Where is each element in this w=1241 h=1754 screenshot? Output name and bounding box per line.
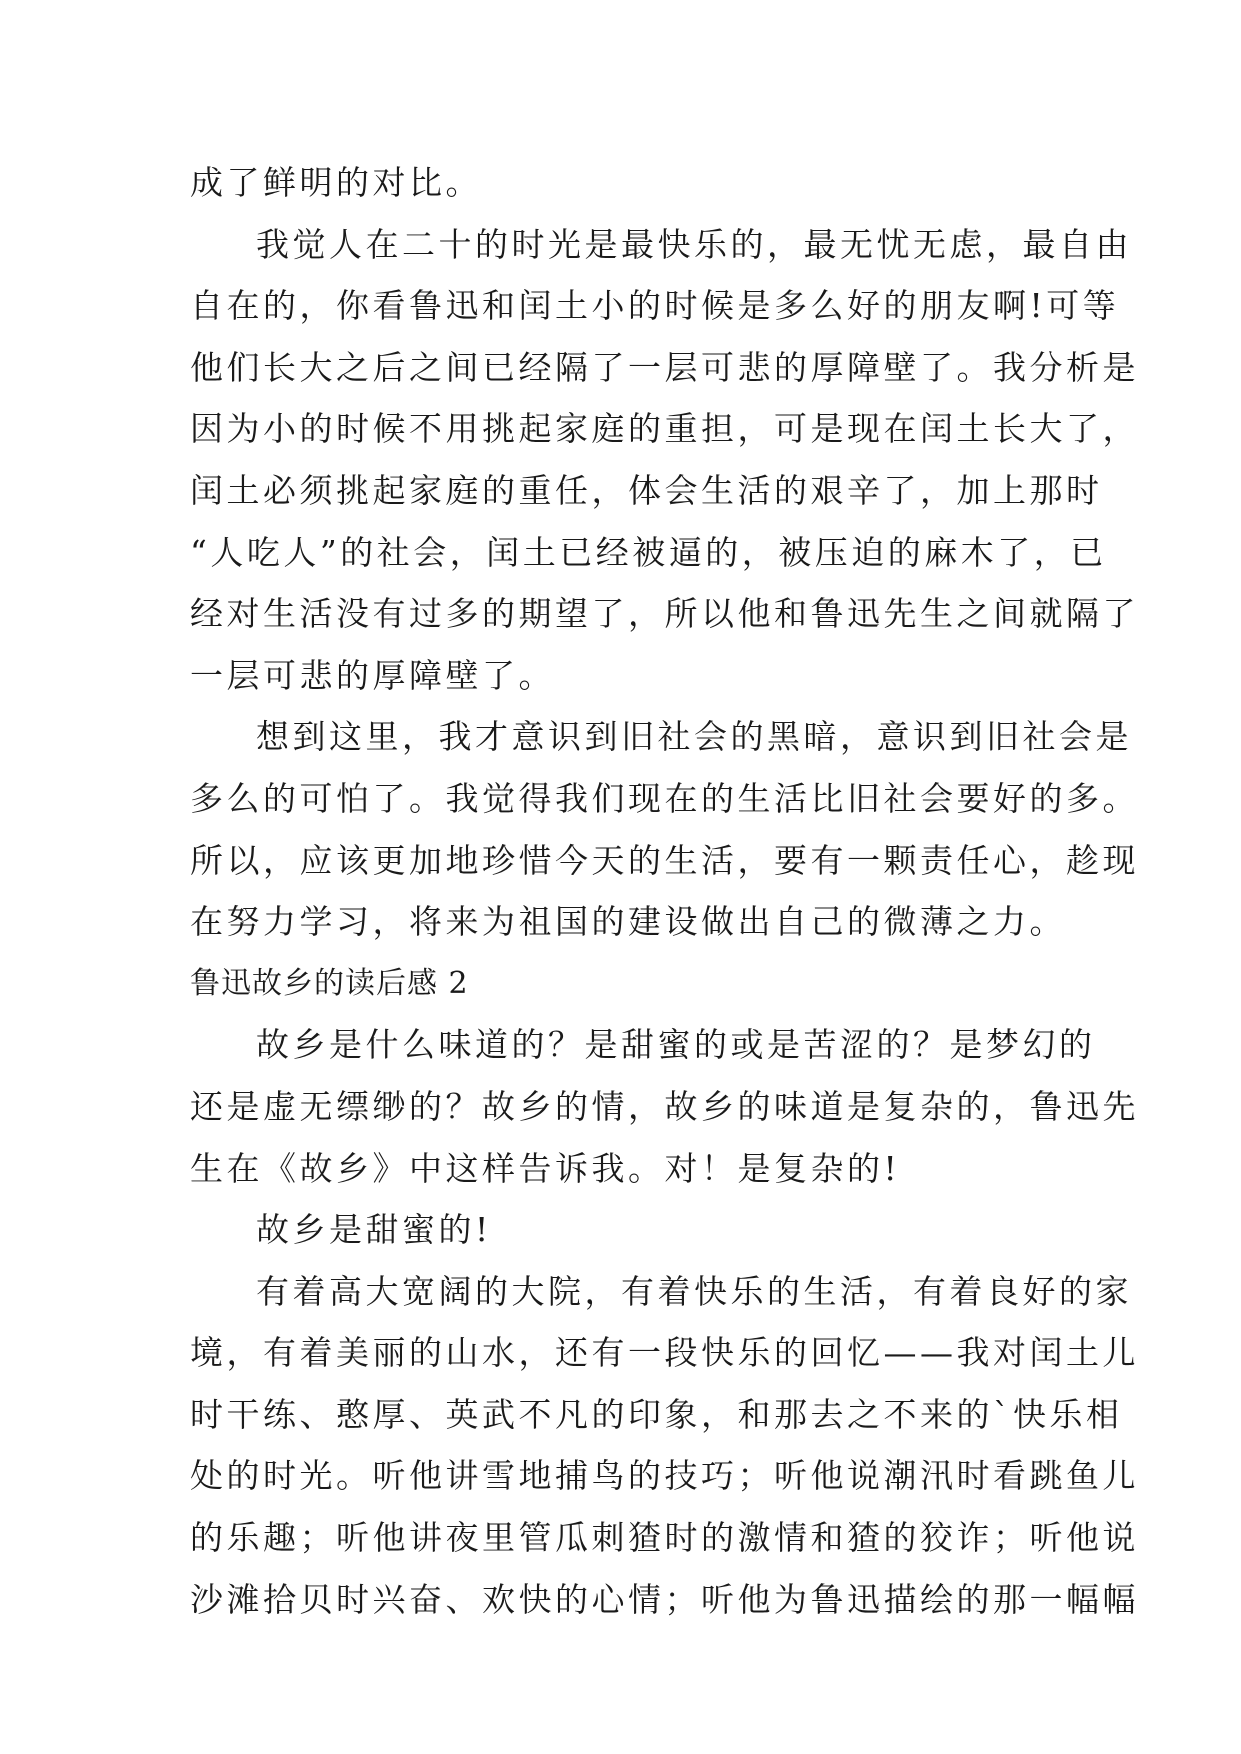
text-line: 的乐趣；听他讲夜里管瓜刺猹时的激情和猹的狡诈；听他说	[190, 1518, 1139, 1558]
text-line: 在努力学习，将来为祖国的建设做出自己的微薄之力。	[190, 902, 1066, 942]
body-text	[190, 152, 1139, 1630]
text-line: 自在的，你看鲁迅和闰土小的时候是多么好的朋友啊!可等	[190, 286, 1120, 326]
section-heading: 鲁迅故乡的读后感 2	[190, 965, 469, 1001]
text-line: 他们长大之后之间已经隔了一层可悲的厚障壁了。我分析是	[190, 347, 1139, 387]
text-line: 故乡是甜蜜的!	[256, 1210, 492, 1250]
text-line: 成了鲜明的对比。	[190, 163, 482, 202]
text-line: 处的时光。听他讲雪地捕鸟的技巧；听他说潮汛时看跳鱼儿	[190, 1456, 1139, 1496]
text-line: 一层可悲的厚障壁了。	[190, 655, 555, 695]
text-line: 经对生活没有过多的期望了，所以他和鲁迅先生之间就隔了	[190, 594, 1139, 634]
text-line: 有着高大宽阔的大院，有着快乐的生活，有着良好的家	[256, 1271, 1132, 1311]
text-line: “人吃人”的社会，闰土已经被逼的，被压迫的麻木了，已	[190, 532, 1107, 572]
text-line: 闰土必须挑起家庭的重任，体会生活的艰辛了，加上那时	[190, 470, 1103, 510]
text-line: 我觉人在二十的时光是最快乐的，最无忧无虑，最自由	[256, 224, 1132, 264]
text-line: 时干练、憨厚、英武不凡的印象，和那去之不来的`快乐相	[190, 1394, 1123, 1434]
text-line: 还是虚无缥缈的？故乡的情，故乡的味道是复杂的，鲁迅先	[190, 1086, 1139, 1126]
text-line: 生在《故乡》中这样告诉我。对！是复杂的!	[190, 1148, 901, 1188]
text-line: 多么的可怕了。我觉得我们现在的生活比旧社会要好的多。	[190, 778, 1139, 818]
text-line: 想到这里，我才意识到旧社会的黑暗，意识到旧社会是	[256, 717, 1132, 757]
text-line: 境，有着美丽的山水，还有一段快乐的回忆——我对闰土儿	[190, 1333, 1139, 1373]
text-line: 因为小的时候不用挑起家庭的重担，可是现在闰土长大了，	[190, 409, 1139, 449]
text-line: 所以，应该更加地珍惜今天的生活，要有一颗责任心，趁现	[190, 840, 1139, 880]
text-line: 沙滩拾贝时兴奋、欢快的心情；听他为鲁迅描绘的那一幅幅	[190, 1579, 1139, 1619]
text-line: 故乡是什么味道的？是甜蜜的或是苦涩的？是梦幻的	[256, 1025, 1096, 1065]
